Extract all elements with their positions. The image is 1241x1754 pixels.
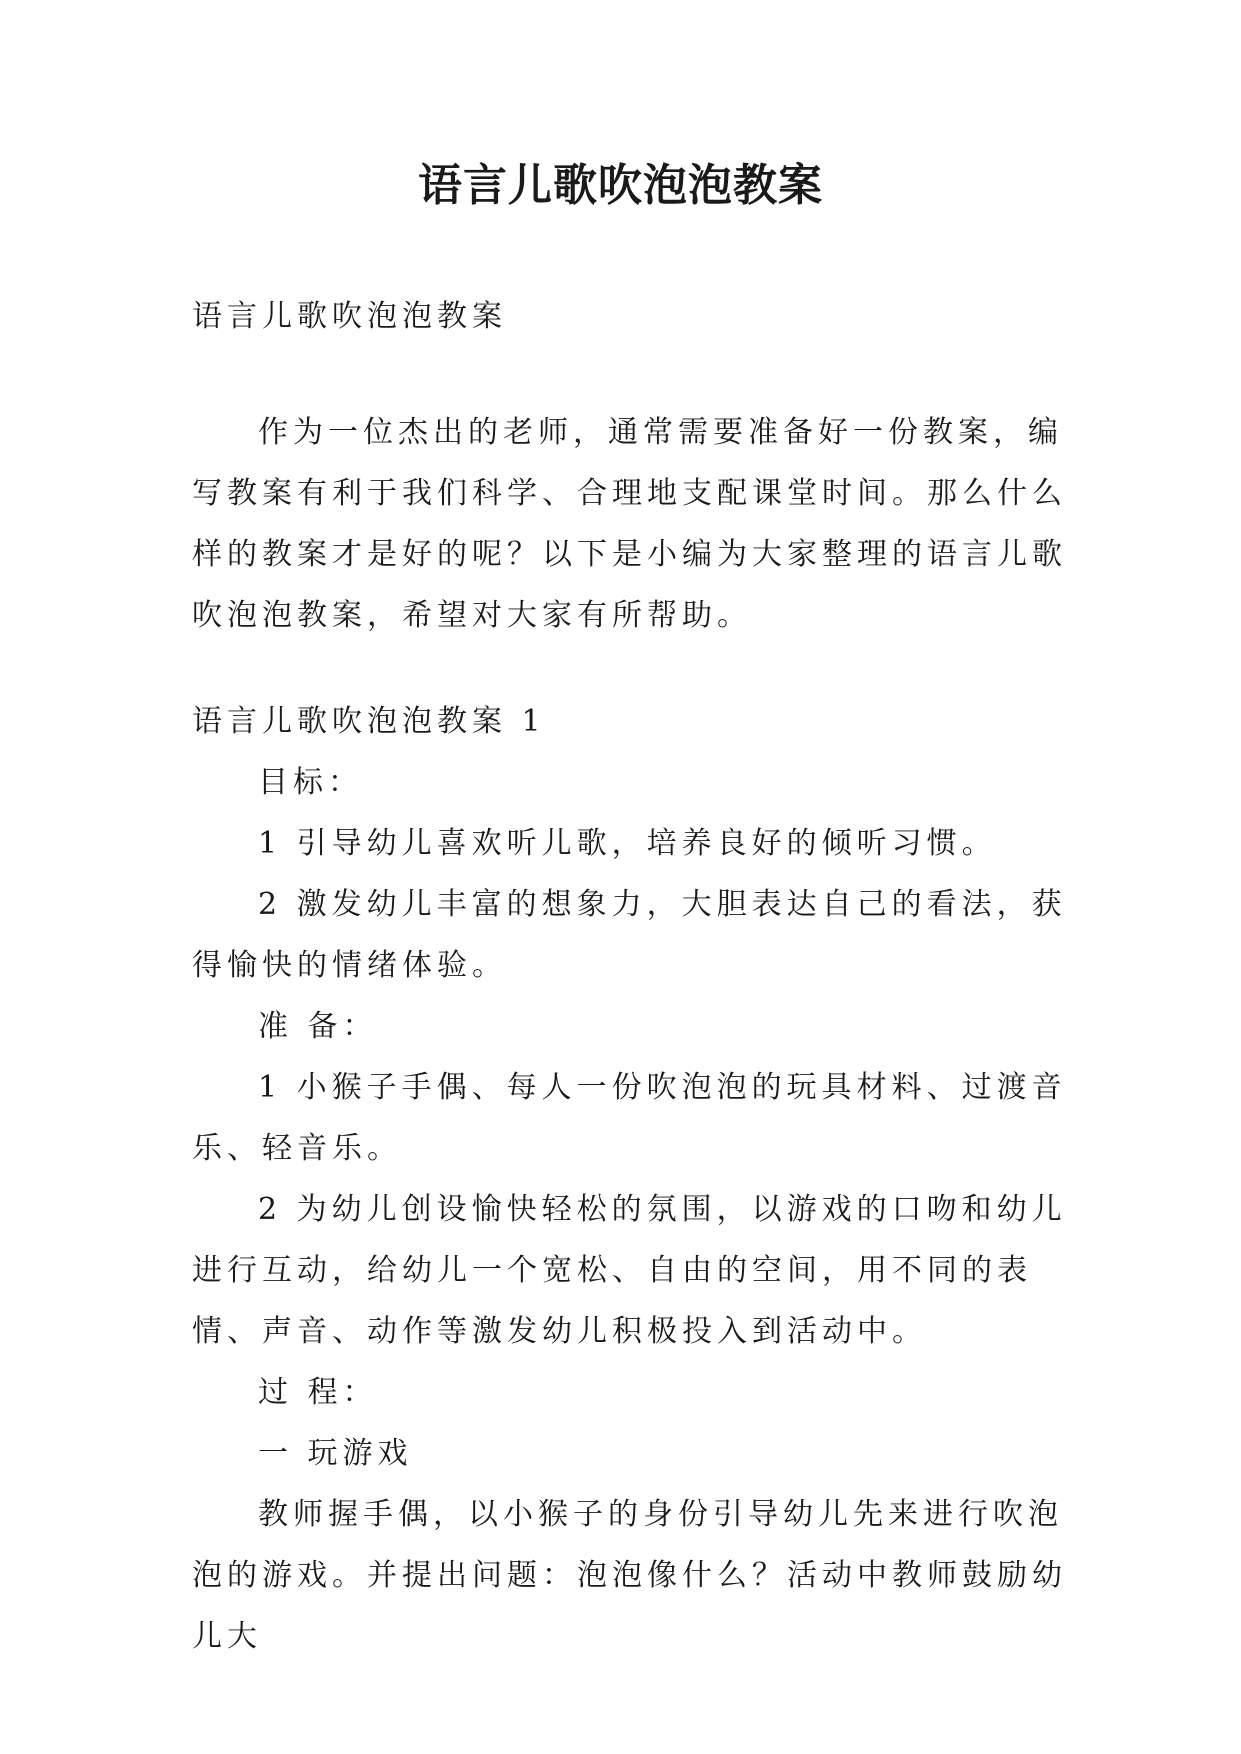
document-subtitle: 语言儿歌吹泡泡教案 bbox=[192, 299, 507, 334]
intro-paragraph: 作为一位杰出的老师，通常需要准备好一份教案，编写教案有利于我们科学、合理地支配课堂时间。那么什么样的教案才是好的呢？以下是小编为大家整理的语言儿歌吹泡泡教案，希望对大家有所帮助。 bbox=[192, 415, 1067, 633]
step-1-label: 一 玩游戏 bbox=[258, 1436, 413, 1471]
lesson-plan-section bbox=[192, 691, 1072, 1667]
prep-label: 准 备： bbox=[258, 1009, 378, 1044]
section-heading: 语言儿歌吹泡泡教案 1 bbox=[192, 704, 546, 739]
goal-item-2: 2 激发幼儿丰富的想象力，大胆表达自己的看法，获得愉快的情绪体验。 bbox=[192, 887, 1067, 983]
step-1-text: 教师握手偶，以小猴子的身份引导幼儿先来进行吹泡泡的游戏。并提出问题：泡泡像什么？活动中教师鼓励幼儿大 bbox=[192, 1497, 1067, 1654]
goal-item-1: 1 引导幼儿喜欢听儿歌，培养良好的倾听习惯。 bbox=[258, 826, 997, 861]
prep-item-1: 1 小猴子手偶、每人一份吹泡泡的玩具材料、过渡音乐、轻音乐。 bbox=[192, 1070, 1067, 1166]
prep-item-2: 2 为幼儿创设愉快轻松的氛围，以游戏的口吻和幼儿进行互动，给幼儿一个宽松、自由的空间，用不同的表情、声音、动作等激发幼儿积极投入到活动中。 bbox=[192, 1192, 1067, 1349]
goal-label: 目标： bbox=[258, 765, 363, 800]
process-label: 过 程： bbox=[258, 1375, 378, 1410]
page-title: 语言儿歌吹泡泡教案 bbox=[418, 160, 823, 211]
